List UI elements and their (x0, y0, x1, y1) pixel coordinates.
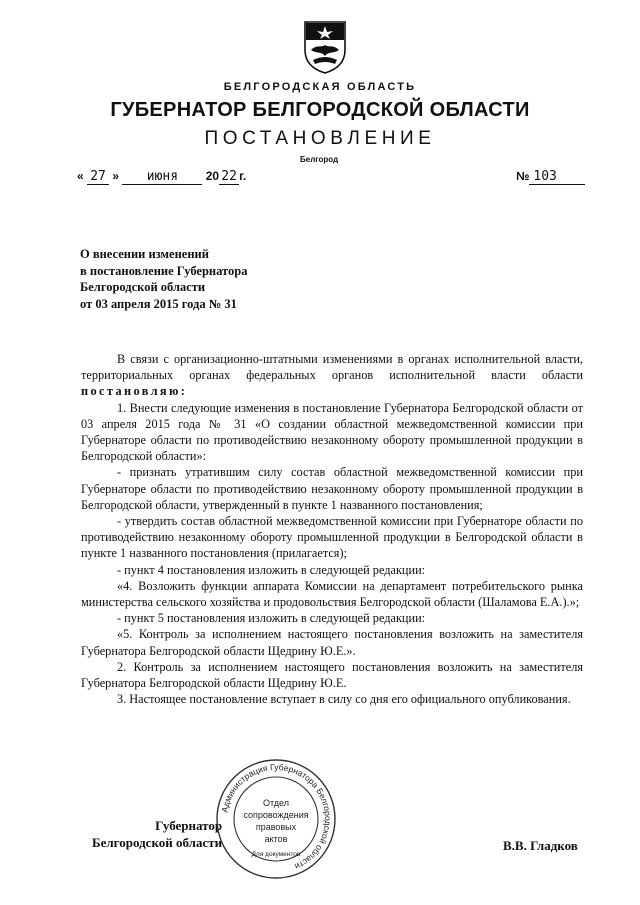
paragraph: «5. Контроль за исполнением настоящего постановления возложить на заместителя Губернатора Белгородской области Щедрину Ю.Е.». (81, 627, 583, 658)
region-name: БЕЛГОРОДСКАЯ ОБЛАСТЬ (223, 81, 417, 93)
signatory-name: В.В. Гладков (503, 838, 578, 853)
paragraph: - пункт 5 постановления изложить в следующей редакции: (117, 611, 426, 626)
number-sign: № (516, 169, 530, 183)
svg-text:Отдел: Отдел (262, 798, 290, 808)
date-day: 27 (87, 169, 109, 185)
document-body (81, 351, 583, 707)
decree-word: постановляю: (81, 384, 188, 399)
document-title (80, 246, 248, 312)
paragraph: «4. Возложить функции аппарата Комиссии на департамент потребительского рынка министерства сельского хозяйства и продовольствия Белгородской области (Шаламова Е.А.).»; (81, 578, 583, 610)
date-year-suffix: 22 (219, 169, 239, 185)
city-name: Белгород (300, 155, 339, 164)
document-type: ПОСТАНОВЛЕНИЕ (204, 128, 436, 149)
decree-number (516, 169, 585, 185)
coat-of-arms-icon (303, 20, 347, 74)
svg-text:правовых: правовых (255, 822, 297, 832)
position-line: Губернатор (155, 818, 223, 833)
svg-text:сопровождения: сопровождения (243, 810, 309, 820)
paragraph: 1. Внести следующие изменения в постановление Губернатора Белгородской области от 03 апреля 2015 года № 31 «О создании областной межведомственной комиссии при Губернаторе области по противодействию незаконному обороту промышленной продукции в Белгородской области»: (81, 400, 583, 464)
number-value: 103 (529, 169, 585, 185)
paragraph: - утвердить состав областной межведомственной комиссии при Губернаторе области по противодействию незаконному обороту промышленной продукции в Белгородской области в пункте 1 названного постановления (прилагается); (81, 514, 583, 561)
title-line: О внесении изменений (80, 247, 209, 261)
title-line: Белгородской области (80, 280, 206, 294)
signatory-position (92, 817, 222, 851)
title-line: от 03 апреля 2015 года № 31 (80, 296, 237, 311)
intro-text: В связи с организационно-штатными изменениями в органах исполнительной власти, территориальных органах федеральных органов исполнительной власти области (81, 352, 583, 383)
paragraph: 2. Контроль за исполнением настоящего постановления возложить на заместителя Губернатора Белгородской области Щедрину Ю.Е. (81, 659, 583, 691)
date-year-mark: г. (239, 169, 247, 183)
date-year-prefix: 20 (205, 169, 220, 183)
svg-text:Для документов: Для документов (251, 851, 301, 858)
date-quote-open: « (77, 169, 84, 183)
date-month: июня (122, 169, 202, 185)
paragraph: 3. Настоящее постановление вступает в силу со дня его официального опубликования. (117, 692, 571, 707)
svg-text:актов: актов (264, 834, 288, 844)
paragraph-intro (81, 351, 583, 400)
paragraph: - признать утратившим силу состав областной межведомственной комиссии при Губернаторе области по противодействию незаконному обороту промышленной продукции в Белгородской области, утвержденный в пункте 1 названного постановления; (81, 465, 583, 512)
svg-text:Администрация Губернатора Белг: Администрация Губернатора Белгородской области (219, 761, 334, 872)
paragraph: - пункт 4 постановления изложить в следующей редакции: (117, 562, 426, 577)
position-line: Белгородской области (92, 835, 223, 850)
authority-title: ГУБЕРНАТОР БЕЛГОРОДСКОЙ ОБЛАСТИ (110, 99, 530, 121)
official-stamp (214, 757, 338, 881)
title-line: в постановление Губернатора (80, 263, 248, 278)
decree-date (77, 169, 246, 185)
date-quote-close: » (112, 169, 120, 183)
